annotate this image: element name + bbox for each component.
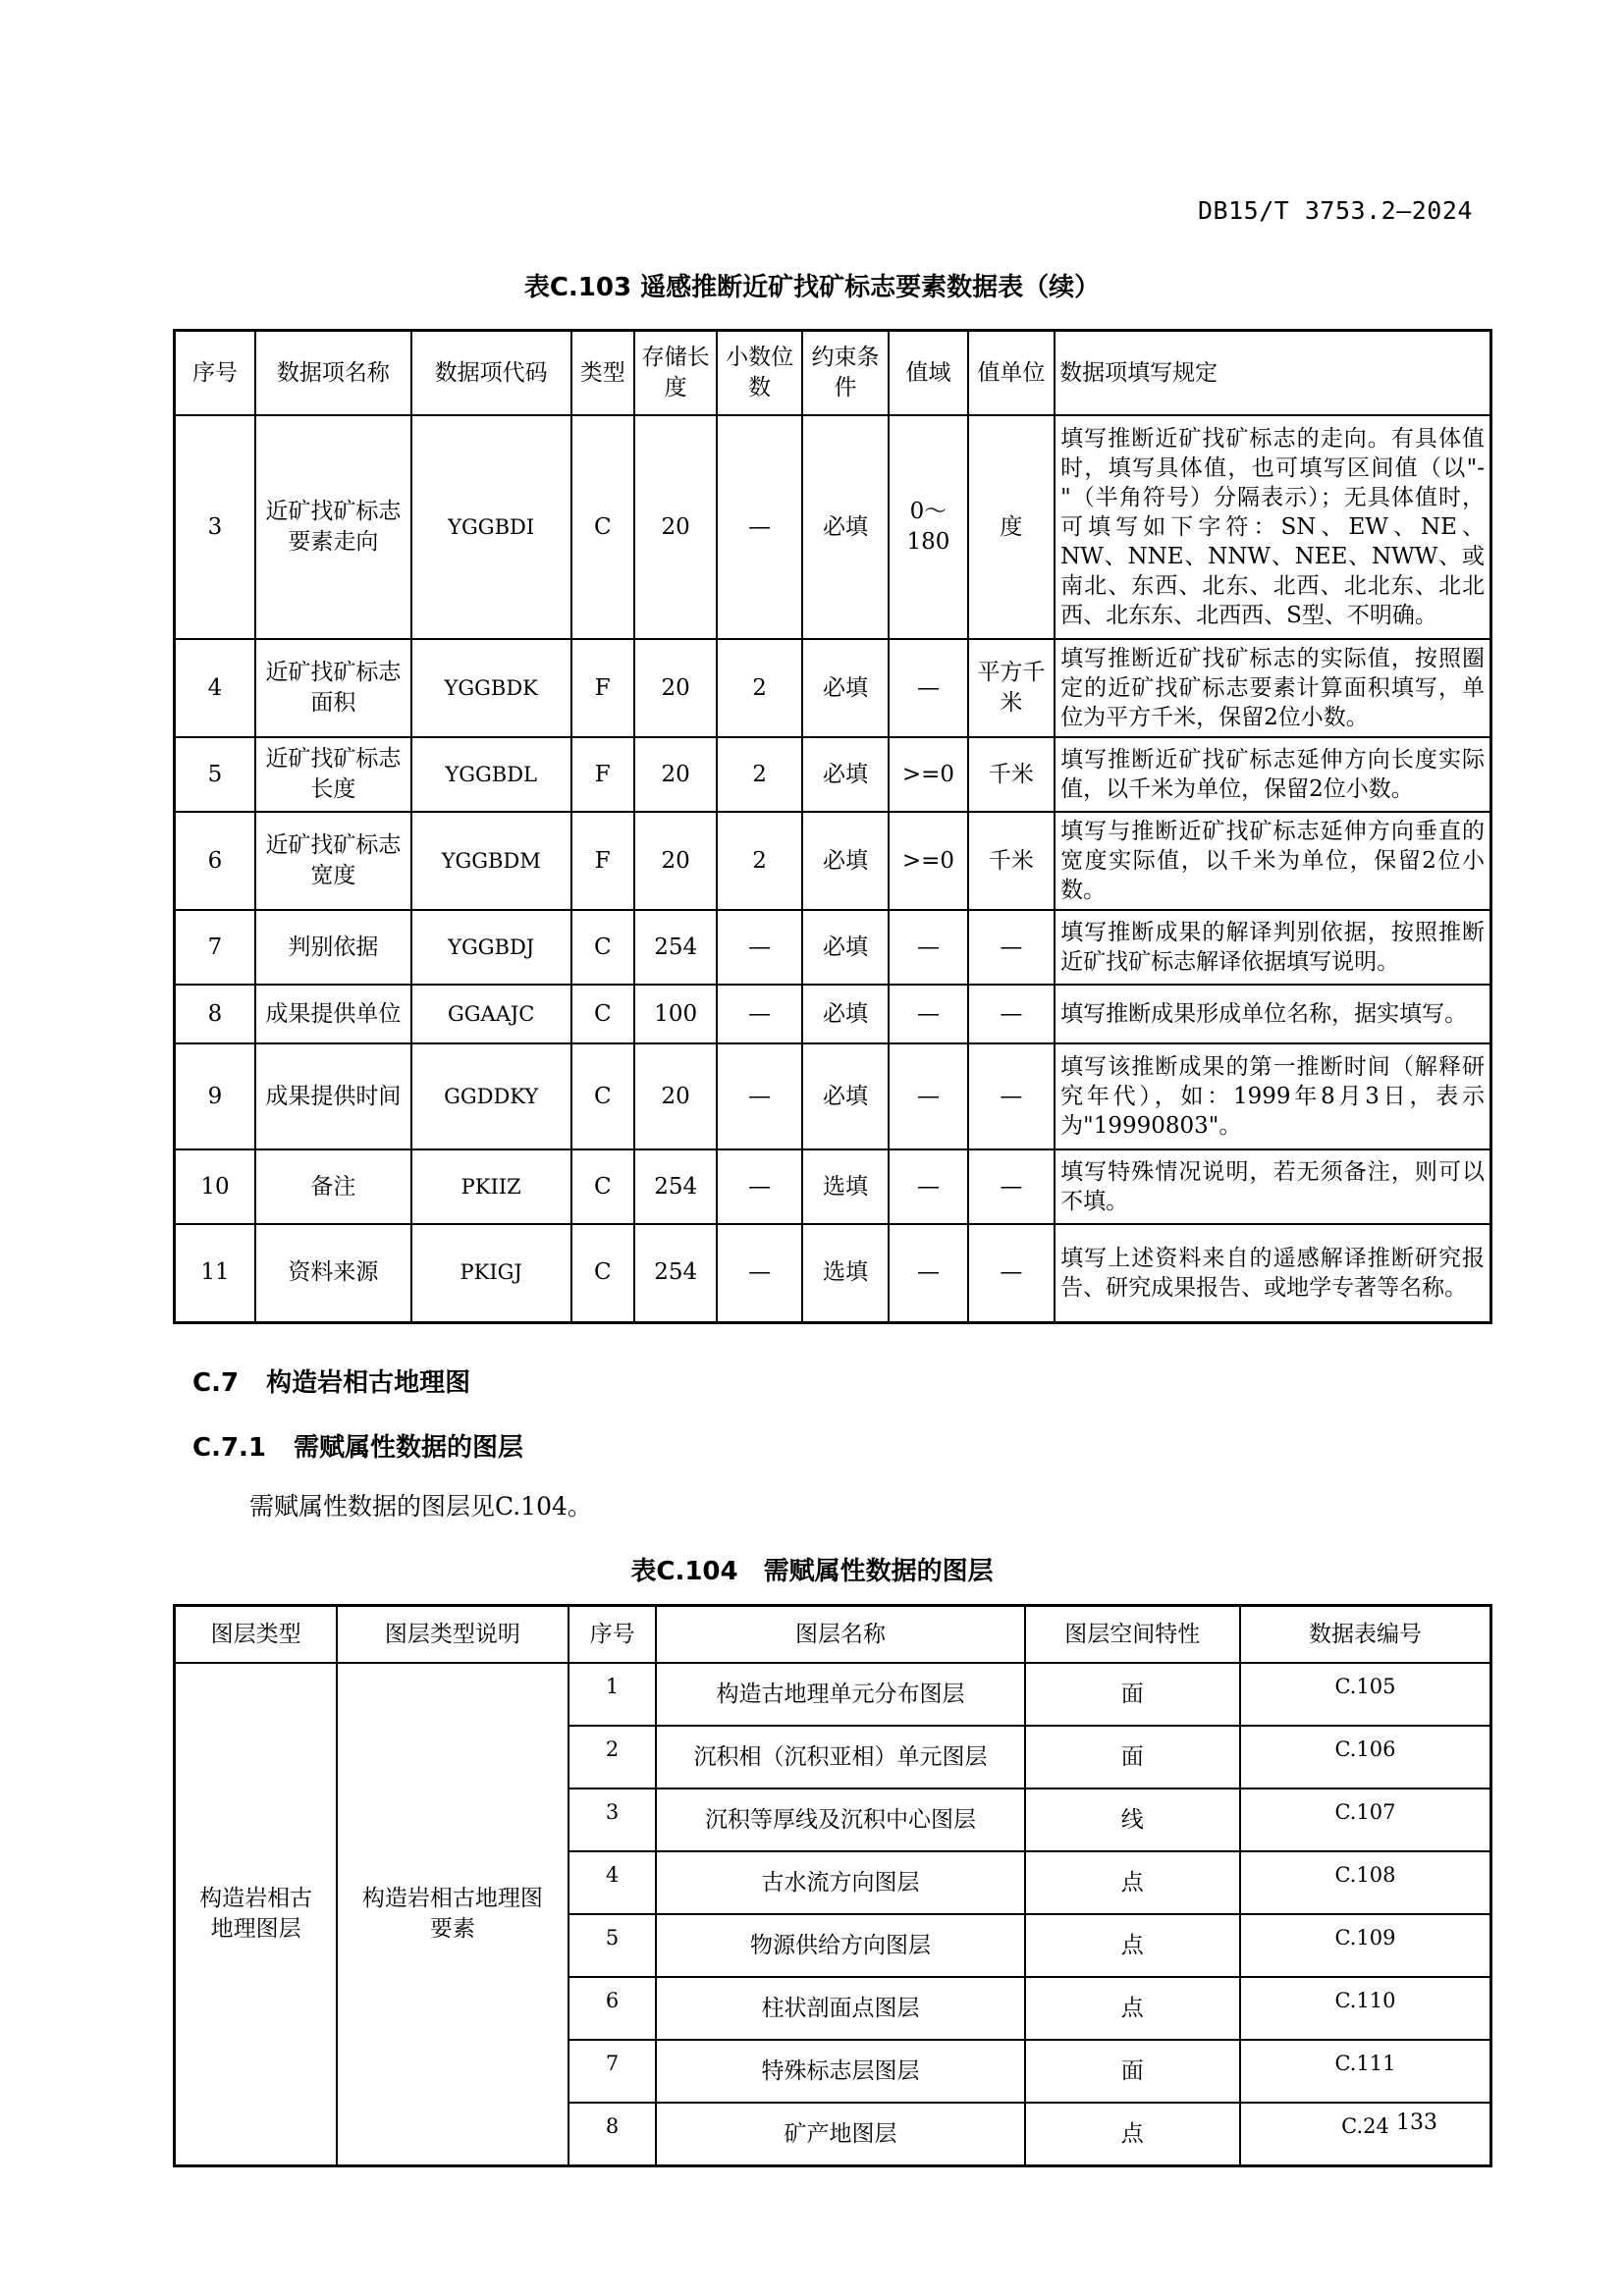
col-header: 小数位数 xyxy=(717,331,801,416)
cell-name: 近矿找矿标志面积 xyxy=(255,639,411,737)
col-header: 数据项填写规定 xyxy=(1055,331,1490,416)
col-header: 值域 xyxy=(889,331,967,416)
section-title: 构造岩相古地理图 xyxy=(266,1368,471,1398)
section-number: C.7.1 xyxy=(192,1433,267,1463)
cell-decimals: — xyxy=(717,1043,801,1149)
cell-name: 判别依据 xyxy=(255,910,411,985)
cell-range: >=0 xyxy=(889,737,967,812)
cell-table-no: C.110 xyxy=(1240,1977,1491,2040)
cell-type: F xyxy=(571,639,634,737)
col-header: 图层类型 xyxy=(175,1606,338,1664)
cell-rule: 填写推断成果形成单位名称，据实填写。 xyxy=(1055,985,1490,1043)
cell-name: 古水流方向图层 xyxy=(656,1851,1024,1914)
cell-seq: 10 xyxy=(175,1149,255,1224)
cell-seq: 3 xyxy=(175,415,255,639)
cell-decimals: 2 xyxy=(717,737,801,812)
cell-seq: 6 xyxy=(175,812,255,910)
table-c103-header-row xyxy=(175,331,1491,416)
cell-constraint: 必填 xyxy=(802,1043,889,1149)
col-header: 类型 xyxy=(571,331,634,416)
cell-unit: — xyxy=(968,985,1055,1043)
cell-decimals: — xyxy=(717,415,801,639)
cell-name: 近矿找矿标志长度 xyxy=(255,737,411,812)
cell-length: 20 xyxy=(634,639,717,737)
cell-spatial: 点 xyxy=(1025,1914,1240,1977)
cell-decimals: — xyxy=(717,985,801,1043)
col-header: 数据表编号 xyxy=(1240,1606,1491,1664)
cell-seq: 4 xyxy=(175,639,255,737)
cell-rule: 填写推断近矿找矿标志的走向。有具体值时，填写具体值，也可填写区间值（以"-"（半角符号）分隔表示）；无具体值时，可填写如下字符：SN、EW、NE、NW、NNE、NNW、NEE、NWW、或 南北、东西、北东、北西、北北东、北北西、北东东、北西西、S型、不明确。 xyxy=(1055,415,1490,639)
section-c71-heading xyxy=(192,1427,523,1464)
cell-constraint: 必填 xyxy=(802,812,889,910)
cell-name: 矿产地图层 xyxy=(656,2103,1024,2166)
table-c104-header-row xyxy=(175,1606,1491,1664)
section-title: 需赋属性数据的图层 xyxy=(294,1433,524,1463)
cell-range: — xyxy=(889,910,967,985)
table-c104 xyxy=(173,1604,1492,2167)
col-header: 序号 xyxy=(568,1606,657,1664)
cell-length: 254 xyxy=(634,1224,717,1322)
cell-decimals: 2 xyxy=(717,639,801,737)
table-row xyxy=(175,639,1491,737)
cell-length: 20 xyxy=(634,812,717,910)
cell-seq: 5 xyxy=(175,737,255,812)
cell-seq: 4 xyxy=(568,1851,657,1914)
cell-rule: 填写与推断近矿找矿标志延伸方向垂直的宽度实际值，以千米为单位，保留2位小数。 xyxy=(1055,812,1490,910)
cell-type: F xyxy=(571,812,634,910)
cell-table-no: C.109 xyxy=(1240,1914,1491,1977)
cell-table-no: C.106 xyxy=(1240,1726,1491,1789)
cell-name: 构造古地理单元分布图层 xyxy=(656,1663,1024,1726)
cell-rule: 填写该推断成果的第一推断时间（解释研究年代），如：1999年8月3日，表示为"19990803"。 xyxy=(1055,1043,1490,1149)
cell-decimals: — xyxy=(717,1224,801,1322)
cell-name: 沉积相（沉积亚相）单元图层 xyxy=(656,1726,1024,1789)
cell-seq: 7 xyxy=(568,2040,657,2103)
cell-code: YGGBDM xyxy=(411,812,571,910)
table-row xyxy=(175,910,1491,985)
cell-unit: — xyxy=(968,1224,1055,1322)
col-header: 数据项代码 xyxy=(411,331,571,416)
cell-unit: — xyxy=(968,1149,1055,1224)
cell-spatial: 点 xyxy=(1025,1977,1240,2040)
cell-seq: 11 xyxy=(175,1224,255,1322)
col-header: 序号 xyxy=(175,331,255,416)
cell-table-no: C.107 xyxy=(1240,1789,1491,1851)
cell-rule: 填写特殊情况说明，若无须备注，则可以不填。 xyxy=(1055,1149,1490,1224)
cell-spatial: 线 xyxy=(1025,1789,1240,1851)
col-header: 数据项名称 xyxy=(255,331,411,416)
cell-type: C xyxy=(571,1043,634,1149)
table-row xyxy=(175,415,1491,639)
col-header: 约束条件 xyxy=(802,331,889,416)
cell-spatial: 面 xyxy=(1025,2040,1240,2103)
cell-range: — xyxy=(889,1149,967,1224)
cell-name: 资料来源 xyxy=(255,1224,411,1322)
cell-rule: 填写上述资料来自的遥感解译推断研究报告、研究成果报告、或地学专著等名称。 xyxy=(1055,1224,1490,1322)
cell-range: 0～180 xyxy=(889,415,967,639)
table-c103 xyxy=(173,329,1492,1324)
cell-table-no: C.105 xyxy=(1240,1663,1491,1726)
page-number: 133 xyxy=(1396,2110,1437,2135)
cell-length: 254 xyxy=(634,1149,717,1224)
cell-decimals: 2 xyxy=(717,812,801,910)
col-header: 图层空间特性 xyxy=(1025,1606,1240,1664)
table-row xyxy=(175,812,1491,910)
table-row xyxy=(175,985,1491,1043)
cell-unit: 平方千米 xyxy=(968,639,1055,737)
cell-code: YGGBDK xyxy=(411,639,571,737)
cell-constraint: 必填 xyxy=(802,985,889,1043)
cell-length: 20 xyxy=(634,737,717,812)
cell-type: C xyxy=(571,415,634,639)
cell-table-no: C.24 xyxy=(1240,2103,1491,2166)
cell-table-no: C.111 xyxy=(1240,2040,1491,2103)
cell-type: C xyxy=(571,1149,634,1224)
cell-spatial: 面 xyxy=(1025,1663,1240,1726)
cell-name: 沉积等厚线及沉积中心图层 xyxy=(656,1789,1024,1851)
cell-constraint: 必填 xyxy=(802,910,889,985)
cell-code: YGGBDI xyxy=(411,415,571,639)
col-header: 图层名称 xyxy=(656,1606,1024,1664)
cell-name: 成果提供时间 xyxy=(255,1043,411,1149)
cell-seq: 7 xyxy=(175,910,255,985)
cell-spatial: 点 xyxy=(1025,2103,1240,2166)
cell-unit: 千米 xyxy=(968,737,1055,812)
cell-range: — xyxy=(889,1043,967,1149)
cell-unit: 度 xyxy=(968,415,1055,639)
cell-layer-type: 构造岩相古地理图层 xyxy=(175,1663,338,2166)
cell-seq: 8 xyxy=(568,2103,657,2166)
cell-seq: 8 xyxy=(175,985,255,1043)
cell-seq: 6 xyxy=(568,1977,657,2040)
cell-seq: 9 xyxy=(175,1043,255,1149)
cell-type: F xyxy=(571,737,634,812)
cell-code: YGGBDL xyxy=(411,737,571,812)
body-paragraph: 需赋属性数据的图层见C.104。 xyxy=(249,1492,592,1521)
cell-name: 近矿找矿标志要素走向 xyxy=(255,415,411,639)
col-header: 存储长度 xyxy=(634,331,717,416)
cell-constraint: 必填 xyxy=(802,639,889,737)
cell-range: — xyxy=(889,639,967,737)
cell-range: — xyxy=(889,1224,967,1322)
cell-constraint: 选填 xyxy=(802,1224,889,1322)
cell-constraint: 选填 xyxy=(802,1149,889,1224)
table-c103-caption: 表C.103 遥感推断近矿找矿标志要素数据表（续） xyxy=(523,273,1101,302)
cell-table-no: C.108 xyxy=(1240,1851,1491,1914)
cell-seq: 3 xyxy=(568,1789,657,1851)
section-c7-heading xyxy=(192,1362,470,1399)
cell-decimals: — xyxy=(717,910,801,985)
cell-name: 成果提供单位 xyxy=(255,985,411,1043)
cell-type: C xyxy=(571,910,634,985)
cell-length: 20 xyxy=(634,1043,717,1149)
cell-length: 100 xyxy=(634,985,717,1043)
cell-code: PKIGJ xyxy=(411,1224,571,1322)
cell-rule: 填写推断成果的解译判别依据，按照推断近矿找矿标志解译依据填写说明。 xyxy=(1055,910,1490,985)
cell-code: YGGBDJ xyxy=(411,910,571,985)
cell-type: C xyxy=(571,985,634,1043)
table-row xyxy=(175,1224,1491,1322)
cell-name: 备注 xyxy=(255,1149,411,1224)
col-header: 图层类型说明 xyxy=(337,1606,568,1664)
table-c104-caption: 表C.104 需赋属性数据的图层 xyxy=(630,1557,994,1586)
cell-name: 近矿找矿标志宽度 xyxy=(255,812,411,910)
cell-range: >=0 xyxy=(889,812,967,910)
cell-spatial: 面 xyxy=(1025,1726,1240,1789)
cell-seq: 2 xyxy=(568,1726,657,1789)
cell-seq: 1 xyxy=(568,1663,657,1726)
table-row xyxy=(175,737,1491,812)
cell-range: — xyxy=(889,985,967,1043)
cell-rule: 填写推断近矿找矿标志延伸方向长度实际值，以千米为单位，保留2位小数。 xyxy=(1055,737,1490,812)
table-row xyxy=(175,1043,1491,1149)
cell-name: 柱状剖面点图层 xyxy=(656,1977,1024,2040)
cell-length: 20 xyxy=(634,415,717,639)
cell-unit: — xyxy=(968,910,1055,985)
cell-unit: 千米 xyxy=(968,812,1055,910)
cell-name: 特殊标志层图层 xyxy=(656,2040,1024,2103)
cell-constraint: 必填 xyxy=(802,737,889,812)
cell-unit: — xyxy=(968,1043,1055,1149)
cell-code: GGDDKY xyxy=(411,1043,571,1149)
section-number: C.7 xyxy=(192,1368,240,1398)
cell-name: 物源供给方向图层 xyxy=(656,1914,1024,1977)
table-row xyxy=(175,1663,1491,1726)
standard-code: DB15/T 3753.2—2024 xyxy=(1198,196,1473,225)
cell-type: C xyxy=(571,1224,634,1322)
cell-seq: 5 xyxy=(568,1914,657,1977)
cell-constraint: 必填 xyxy=(802,415,889,639)
cell-spatial: 点 xyxy=(1025,1851,1240,1914)
cell-layer-type-desc: 构造岩相古地理图要素 xyxy=(337,1663,568,2166)
cell-rule: 填写推断近矿找矿标志的实际值，按照圈定的近矿找矿标志要素计算面积填写，单位为平方千米，保留2位小数。 xyxy=(1055,639,1490,737)
cell-length: 254 xyxy=(634,910,717,985)
cell-code: PKIIZ xyxy=(411,1149,571,1224)
table-row xyxy=(175,1149,1491,1224)
cell-decimals: — xyxy=(717,1149,801,1224)
col-header: 值单位 xyxy=(968,331,1055,416)
cell-code: GGAAJC xyxy=(411,985,571,1043)
